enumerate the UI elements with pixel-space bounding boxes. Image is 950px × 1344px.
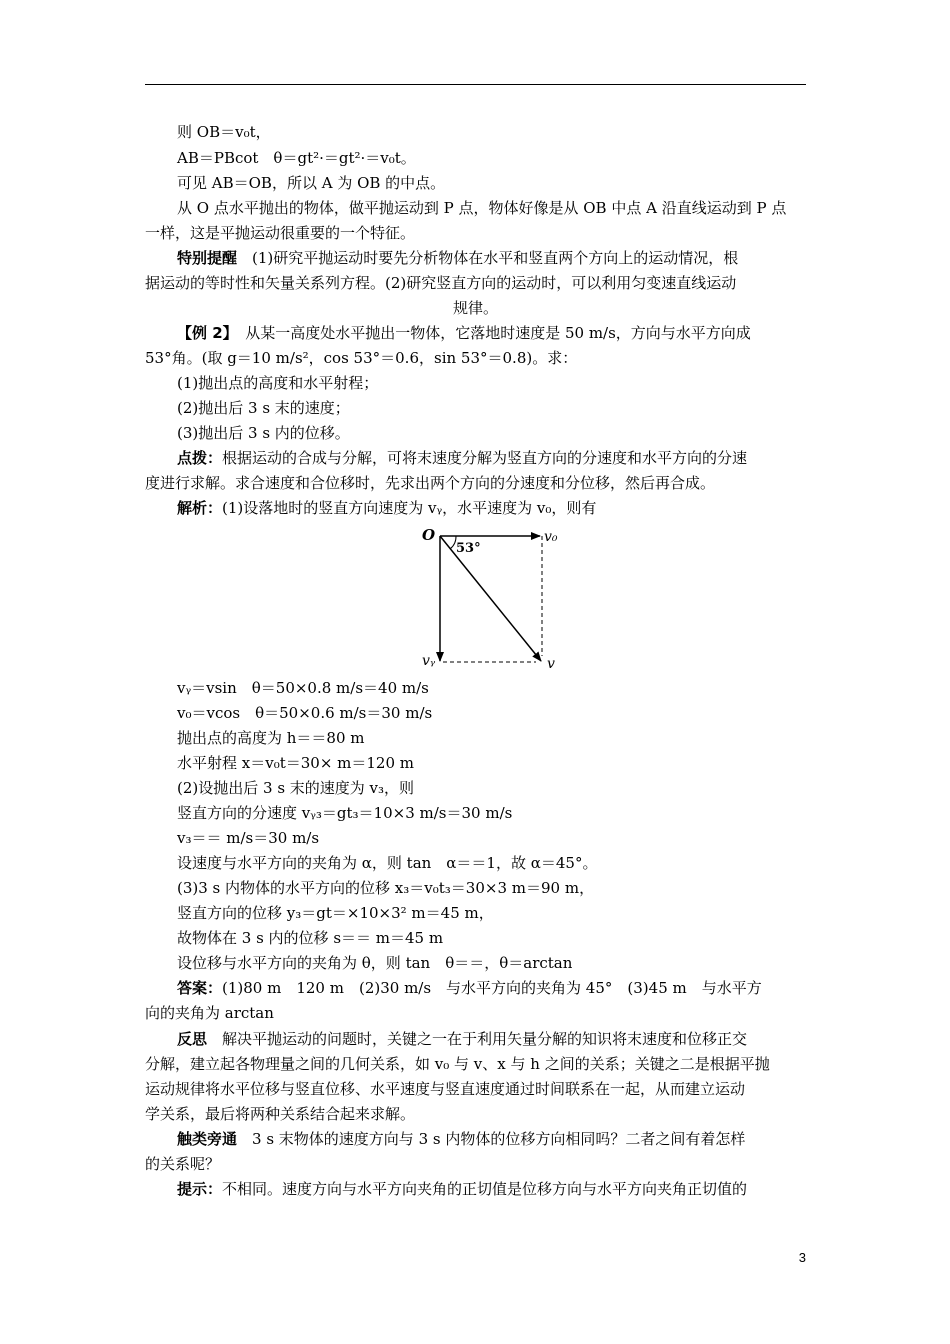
question-2: (2)抛出后 3 s 末的速度； (177, 399, 350, 417)
hint-paragraph: 点拨：根据运动的合成与分解，可将末速度分解为竖直方向的分速度和水平方向的分速 (177, 449, 748, 467)
hint-label: 点拨： (177, 449, 223, 467)
text-line: 据运动的等时性和矢量关系列方程。(2)研究竖直方向的运动时，可以利用匀变速直线运动 (145, 274, 737, 292)
answer-paragraph: 答案：(1)80 m 120 m (2)30 m/s 与水平方向的夹角为 45° (3)45 m 与水平方 (177, 979, 762, 997)
text-line: 度进行求解。求合速度和合位移时，先求出两个方向的分速度和分位移，然后再合成。 (145, 474, 716, 492)
text-line: 可见 AB＝OB，所以 A 为 OB 的中点。 (177, 174, 446, 192)
angle-label: 53° (456, 541, 481, 556)
calc-line: 抛出点的高度为 h＝＝80 m (177, 729, 365, 747)
text-line: 的关系呢？ (145, 1155, 221, 1173)
velocity-decomposition-diagram (410, 524, 570, 674)
example-heading: 【例 2】 从某一高度处水平抛出一物体，它落地时速度是 50 m/s，方向与水平方向成 (177, 324, 751, 342)
text-line: 学关系，最后将两种关系结合起来求解。 (145, 1105, 416, 1123)
calc-line: 故物体在 3 s 内的位移 s＝＝ m＝45 m (177, 929, 444, 947)
origin-label: O (422, 526, 436, 544)
text-line: AB＝PBcot θ＝gt²·＝gt²·＝v₀t。 (177, 149, 416, 167)
calc-line: v₀＝vcos θ＝50×0.6 m/s＝30 m/s (177, 704, 433, 722)
vy-label: vᵧ (422, 653, 436, 669)
v-label: v (547, 656, 555, 672)
answer-label: 答案： (177, 979, 223, 997)
text-line: 规律。 (452, 299, 498, 317)
calc-line: (2)设抛出后 3 s 末的速度为 v₃，则 (177, 779, 415, 797)
text-line: 向的夹角为 arctan (145, 1004, 274, 1022)
question-1: (1)抛出点的高度和水平射程； (177, 374, 379, 392)
calc-line: 设位移与水平方向的夹角为 θ，则 tan θ＝＝，θ＝arctan (177, 954, 573, 972)
calc-line: v₃＝＝ m/s＝30 m/s (177, 829, 320, 847)
calc-line: 水平射程 x＝v₀t＝30× m＝120 m (177, 754, 415, 772)
reflection-label: 反思 (177, 1030, 208, 1048)
page-number: 3 (798, 1250, 806, 1265)
text-line: 则 OB＝v₀t， (177, 123, 271, 141)
header-rule (145, 84, 806, 85)
text-line: 一样，这是平抛运动很重要的一个特征。 (145, 224, 416, 242)
analysis-label: 解析： (177, 499, 223, 517)
analysis-paragraph: 解析：(1)设落地时的竖直方向速度为 vᵧ，水平速度为 v₀，则有 (177, 499, 597, 517)
extension-label: 触类旁通 (177, 1130, 238, 1148)
calc-line: (3)3 s 内物体的水平方向的位移 x₃＝v₀t₃＝30×3 m＝90 m， (177, 879, 595, 897)
text-line: 运动规律将水平位移与竖直位移、水平速度与竖直速度通过时间联系在一起，从而建立运动 (145, 1080, 746, 1098)
question-3: (3)抛出后 3 s 内的位移。 (177, 424, 350, 442)
calc-line: 竖直方向的位移 y₃＝gt＝×10×3² m＝45 m， (177, 904, 494, 922)
reflection-paragraph: 反思 解决平抛运动的问题时，关键之一在于利用矢量分解的知识将末速度和位移正交 (177, 1030, 748, 1048)
tip-paragraph: 特别提醒 (1)研究平抛运动时要先分析物体在水平和竖直两个方向上的运动情况，根 (177, 249, 739, 267)
prompt-label: 提示： (177, 1180, 223, 1198)
calc-line: vᵧ＝vsin θ＝50×0.8 m/s＝40 m/s (177, 679, 429, 697)
tip-label: 特别提醒 (177, 249, 238, 267)
text-line: 从 O 点水平抛出的物体，做平抛运动到 P 点，物体好像是从 OB 中点 A 沿直线运动到 P 点 (177, 199, 787, 217)
v0-label: v₀ (544, 529, 558, 545)
calc-line: 设速度与水平方向的夹角为 α，则 tan α＝＝1，故 α＝45°。 (177, 854, 598, 872)
example-label: 【例 2】 (177, 324, 231, 342)
extension-paragraph: 触类旁通 3 s 末物体的速度方向与 3 s 内物体的位移方向相同吗？二者之间有着怎样 (177, 1130, 746, 1148)
text-line: 53°角。(取 g＝10 m/s²，cos 53°＝0.6，sin 53°＝0.8)。求： (145, 349, 578, 367)
text-line: 分解，建立起各物理量之间的几何关系，如 v₀ 与 v、x 与 h 之间的关系；关键之二是根据平抛 (145, 1055, 770, 1073)
prompt-paragraph: 提示：不相同。速度方向与水平方向夹角的正切值是位移方向与水平方向夹角正切值的 (177, 1180, 748, 1198)
calc-line: 竖直方向的分速度 vᵧ₃＝gt₃＝10×3 m/s＝30 m/s (177, 804, 513, 822)
